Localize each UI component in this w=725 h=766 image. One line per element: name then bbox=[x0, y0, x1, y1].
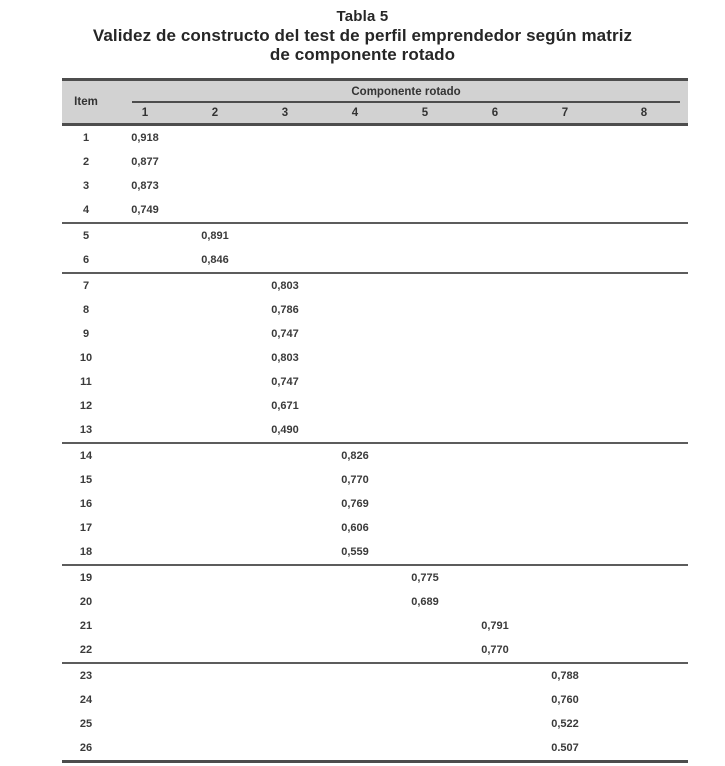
empty-cell bbox=[530, 223, 600, 248]
empty-cell bbox=[600, 663, 688, 688]
empty-cell bbox=[110, 614, 180, 638]
empty-cell bbox=[110, 712, 180, 736]
loading-value: 0,559 bbox=[320, 540, 390, 565]
component-column-header-5: 5 bbox=[390, 103, 460, 125]
empty-cell bbox=[110, 248, 180, 273]
empty-cell bbox=[460, 418, 530, 443]
empty-cell bbox=[530, 418, 600, 443]
empty-cell bbox=[600, 443, 688, 468]
empty-cell bbox=[180, 663, 250, 688]
empty-cell bbox=[390, 712, 460, 736]
empty-cell bbox=[460, 198, 530, 223]
item-number: 13 bbox=[62, 418, 110, 443]
loading-value: 0,770 bbox=[341, 474, 369, 486]
loading-value: 0,689 bbox=[411, 596, 439, 608]
empty-cell bbox=[250, 663, 320, 688]
empty-cell bbox=[600, 125, 688, 151]
component-number-row bbox=[62, 103, 688, 125]
table-row bbox=[62, 516, 688, 540]
empty-cell bbox=[390, 492, 460, 516]
empty-cell bbox=[390, 638, 460, 663]
table-row bbox=[62, 150, 688, 174]
item-number: 10 bbox=[79, 352, 93, 364]
empty-cell bbox=[110, 223, 180, 248]
item-number: 22 bbox=[62, 638, 110, 663]
empty-cell bbox=[390, 394, 460, 418]
item-number: 18 bbox=[62, 540, 110, 565]
table-row bbox=[62, 492, 688, 516]
empty-cell bbox=[110, 468, 180, 492]
empty-cell bbox=[600, 638, 688, 663]
loading-value: 0,877 bbox=[131, 156, 159, 168]
empty-cell bbox=[180, 614, 250, 638]
empty-cell bbox=[250, 565, 320, 590]
empty-cell bbox=[390, 150, 460, 174]
empty-cell bbox=[600, 614, 688, 638]
table-row bbox=[62, 346, 688, 370]
empty-cell bbox=[460, 370, 530, 394]
empty-cell bbox=[320, 736, 390, 762]
empty-cell bbox=[250, 150, 320, 174]
empty-cell bbox=[530, 565, 600, 590]
empty-cell bbox=[390, 540, 460, 565]
empty-cell bbox=[600, 468, 688, 492]
empty-cell bbox=[600, 198, 688, 223]
empty-cell bbox=[390, 248, 460, 273]
table-row bbox=[62, 565, 688, 590]
component-column-header-6: 6 bbox=[460, 103, 530, 125]
item-number: 2 bbox=[82, 156, 90, 168]
empty-cell bbox=[250, 540, 320, 565]
empty-cell bbox=[600, 736, 688, 762]
empty-cell bbox=[530, 468, 600, 492]
empty-cell bbox=[600, 540, 688, 565]
loading-value: 0,490 bbox=[250, 418, 320, 443]
component-column-header-7: 7 bbox=[530, 103, 600, 125]
empty-cell bbox=[530, 638, 600, 663]
empty-cell bbox=[530, 540, 600, 565]
empty-cell bbox=[180, 638, 250, 663]
item-number: 14 bbox=[79, 450, 93, 462]
table-row bbox=[62, 688, 688, 712]
empty-cell bbox=[320, 590, 390, 614]
empty-cell bbox=[250, 174, 320, 198]
item-number: 1 bbox=[82, 132, 90, 144]
empty-cell bbox=[180, 273, 250, 298]
empty-cell bbox=[250, 736, 320, 762]
empty-cell bbox=[320, 198, 390, 223]
empty-cell bbox=[250, 223, 320, 248]
empty-cell bbox=[110, 663, 180, 688]
empty-cell bbox=[320, 125, 390, 151]
empty-cell bbox=[460, 565, 530, 590]
empty-cell bbox=[600, 273, 688, 298]
empty-cell bbox=[530, 443, 600, 468]
empty-cell bbox=[110, 492, 180, 516]
item-number: 23 bbox=[79, 670, 93, 682]
empty-cell bbox=[320, 346, 390, 370]
empty-cell bbox=[250, 712, 320, 736]
empty-cell bbox=[530, 322, 600, 346]
empty-cell bbox=[180, 468, 250, 492]
empty-cell bbox=[390, 198, 460, 223]
empty-cell bbox=[180, 394, 250, 418]
empty-cell bbox=[460, 150, 530, 174]
empty-cell bbox=[180, 370, 250, 394]
loading-value: 0,747 bbox=[271, 328, 299, 340]
empty-cell bbox=[320, 394, 390, 418]
loading-value: 0,873 bbox=[131, 180, 159, 192]
empty-cell bbox=[460, 516, 530, 540]
empty-cell bbox=[180, 590, 250, 614]
loading-value: 0,918 bbox=[131, 132, 159, 144]
empty-cell bbox=[180, 712, 250, 736]
empty-cell bbox=[110, 688, 180, 712]
empty-cell bbox=[110, 322, 180, 346]
table-row bbox=[62, 468, 688, 492]
empty-cell bbox=[460, 468, 530, 492]
loading-value: 0,770 bbox=[460, 638, 530, 663]
item-number: 12 bbox=[79, 400, 93, 412]
empty-cell bbox=[460, 346, 530, 370]
table-row bbox=[62, 125, 688, 151]
item-number: 5 bbox=[82, 230, 90, 242]
empty-cell bbox=[460, 663, 530, 688]
empty-cell bbox=[390, 346, 460, 370]
empty-cell bbox=[320, 223, 390, 248]
empty-cell bbox=[110, 394, 180, 418]
empty-cell bbox=[530, 346, 600, 370]
table-body bbox=[62, 125, 688, 762]
empty-cell bbox=[530, 492, 600, 516]
component-column-header-8: 8 bbox=[600, 103, 688, 125]
empty-cell bbox=[250, 492, 320, 516]
empty-cell bbox=[320, 174, 390, 198]
empty-cell bbox=[110, 443, 180, 468]
table-title-line-2: de componente rotado bbox=[269, 45, 456, 64]
empty-cell bbox=[110, 565, 180, 590]
loading-value: 0,846 bbox=[180, 248, 250, 273]
table-row bbox=[62, 394, 688, 418]
empty-cell bbox=[530, 273, 600, 298]
loading-value: 0,769 bbox=[341, 498, 369, 510]
item-number: 19 bbox=[79, 572, 93, 584]
empty-cell bbox=[600, 223, 688, 248]
empty-cell bbox=[110, 298, 180, 322]
empty-cell bbox=[390, 273, 460, 298]
group-header-label: Componente rotado bbox=[132, 86, 680, 103]
empty-cell bbox=[320, 322, 390, 346]
empty-cell bbox=[390, 322, 460, 346]
table-row bbox=[62, 540, 688, 565]
table-number: Tabla 5 bbox=[336, 8, 389, 25]
empty-cell bbox=[530, 174, 600, 198]
empty-cell bbox=[600, 298, 688, 322]
empty-cell bbox=[530, 516, 600, 540]
empty-cell bbox=[180, 174, 250, 198]
loading-value: 0,803 bbox=[271, 352, 299, 364]
empty-cell bbox=[600, 394, 688, 418]
empty-cell bbox=[600, 565, 688, 590]
empty-cell bbox=[460, 322, 530, 346]
item-number: 4 bbox=[62, 198, 110, 223]
empty-cell bbox=[530, 125, 600, 151]
empty-cell bbox=[180, 150, 250, 174]
empty-cell bbox=[320, 712, 390, 736]
empty-cell bbox=[460, 273, 530, 298]
empty-cell bbox=[600, 418, 688, 443]
empty-cell bbox=[460, 590, 530, 614]
table-row bbox=[62, 223, 688, 248]
empty-cell bbox=[180, 492, 250, 516]
empty-cell bbox=[180, 198, 250, 223]
empty-cell bbox=[530, 150, 600, 174]
empty-cell bbox=[530, 590, 600, 614]
empty-cell bbox=[460, 443, 530, 468]
empty-cell bbox=[110, 273, 180, 298]
empty-cell bbox=[250, 590, 320, 614]
empty-cell bbox=[530, 198, 600, 223]
item-number: 9 bbox=[82, 328, 90, 340]
group-header-row bbox=[62, 80, 688, 104]
empty-cell bbox=[600, 370, 688, 394]
empty-cell bbox=[600, 712, 688, 736]
table-caption bbox=[0, 8, 725, 64]
empty-cell bbox=[320, 150, 390, 174]
table-row bbox=[62, 590, 688, 614]
component-column-header-1: 1 bbox=[110, 103, 180, 125]
empty-cell bbox=[390, 125, 460, 151]
empty-cell bbox=[320, 273, 390, 298]
loading-value: 0,786 bbox=[271, 304, 299, 316]
empty-cell bbox=[110, 370, 180, 394]
empty-cell bbox=[460, 298, 530, 322]
loading-value: 0,891 bbox=[201, 230, 229, 242]
empty-cell bbox=[390, 688, 460, 712]
loading-value: 0,803 bbox=[271, 280, 299, 292]
empty-cell bbox=[530, 248, 600, 273]
empty-cell bbox=[110, 418, 180, 443]
empty-cell bbox=[110, 590, 180, 614]
empty-cell bbox=[460, 712, 530, 736]
component-column-header-3: 3 bbox=[250, 103, 320, 125]
empty-cell bbox=[460, 248, 530, 273]
empty-cell bbox=[600, 322, 688, 346]
empty-cell bbox=[460, 540, 530, 565]
table-row bbox=[62, 370, 688, 394]
component-column-header-2: 2 bbox=[180, 103, 250, 125]
item-number: 15 bbox=[79, 474, 93, 486]
empty-cell bbox=[460, 125, 530, 151]
item-number: 26 bbox=[79, 742, 93, 754]
empty-cell bbox=[250, 516, 320, 540]
empty-cell bbox=[460, 492, 530, 516]
empty-cell bbox=[600, 590, 688, 614]
item-number: 17 bbox=[79, 522, 93, 534]
loading-value: 0,749 bbox=[110, 198, 180, 223]
table-row bbox=[62, 248, 688, 273]
empty-cell bbox=[110, 516, 180, 540]
empty-cell bbox=[180, 346, 250, 370]
loading-value: 0,606 bbox=[341, 522, 369, 534]
empty-cell bbox=[250, 468, 320, 492]
item-column-header: Item bbox=[62, 80, 110, 125]
loading-value: 0,760 bbox=[551, 694, 579, 706]
table-row bbox=[62, 614, 688, 638]
table-row bbox=[62, 638, 688, 663]
empty-cell bbox=[530, 614, 600, 638]
empty-cell bbox=[530, 298, 600, 322]
empty-cell bbox=[390, 298, 460, 322]
empty-cell bbox=[460, 394, 530, 418]
item-number: 6 bbox=[62, 248, 110, 273]
empty-cell bbox=[180, 418, 250, 443]
table-row bbox=[62, 736, 688, 762]
loading-value: 0,788 bbox=[551, 670, 579, 682]
loading-value: 0,791 bbox=[481, 620, 509, 632]
empty-cell bbox=[460, 174, 530, 198]
table-row bbox=[62, 712, 688, 736]
empty-cell bbox=[530, 370, 600, 394]
item-number: 25 bbox=[79, 718, 93, 730]
empty-cell bbox=[110, 540, 180, 565]
empty-cell bbox=[460, 736, 530, 762]
empty-cell bbox=[250, 443, 320, 468]
empty-cell bbox=[530, 394, 600, 418]
empty-cell bbox=[390, 468, 460, 492]
table-row bbox=[62, 198, 688, 223]
empty-cell bbox=[320, 248, 390, 273]
empty-cell bbox=[110, 736, 180, 762]
empty-cell bbox=[320, 370, 390, 394]
empty-cell bbox=[250, 248, 320, 273]
empty-cell bbox=[250, 614, 320, 638]
empty-cell bbox=[390, 663, 460, 688]
empty-cell bbox=[110, 346, 180, 370]
empty-cell bbox=[250, 688, 320, 712]
empty-cell bbox=[180, 565, 250, 590]
loading-value: 0,826 bbox=[341, 450, 369, 462]
empty-cell bbox=[390, 370, 460, 394]
table-row bbox=[62, 663, 688, 688]
loading-value: 0,671 bbox=[271, 400, 299, 412]
empty-cell bbox=[320, 638, 390, 663]
empty-cell bbox=[390, 443, 460, 468]
loading-value: 0.507 bbox=[551, 742, 579, 754]
item-number: 21 bbox=[79, 620, 93, 632]
item-number: 8 bbox=[82, 304, 90, 316]
empty-cell bbox=[460, 688, 530, 712]
empty-cell bbox=[320, 688, 390, 712]
item-number: 11 bbox=[80, 376, 92, 388]
empty-cell bbox=[250, 198, 320, 223]
table-row bbox=[62, 298, 688, 322]
empty-cell bbox=[180, 443, 250, 468]
empty-cell bbox=[600, 346, 688, 370]
empty-cell bbox=[180, 516, 250, 540]
empty-cell bbox=[110, 638, 180, 663]
empty-cell bbox=[390, 174, 460, 198]
empty-cell bbox=[180, 298, 250, 322]
item-number: 24 bbox=[79, 694, 93, 706]
table-row bbox=[62, 273, 688, 298]
empty-cell bbox=[390, 223, 460, 248]
table-row bbox=[62, 418, 688, 443]
empty-cell bbox=[390, 736, 460, 762]
empty-cell bbox=[600, 174, 688, 198]
empty-cell bbox=[320, 663, 390, 688]
table-row bbox=[62, 322, 688, 346]
empty-cell bbox=[390, 516, 460, 540]
item-number: 7 bbox=[82, 280, 90, 292]
loading-value: 0,522 bbox=[551, 718, 579, 730]
table-row bbox=[62, 443, 688, 468]
loading-value: 0,775 bbox=[411, 572, 439, 584]
empty-cell bbox=[600, 688, 688, 712]
empty-cell bbox=[180, 125, 250, 151]
table-header bbox=[62, 80, 688, 125]
empty-cell bbox=[390, 418, 460, 443]
table-title-line-1: Validez de constructo del test de perfil emprendedor según matriz bbox=[92, 26, 633, 45]
empty-cell bbox=[250, 638, 320, 663]
empty-cell bbox=[320, 614, 390, 638]
empty-cell bbox=[460, 223, 530, 248]
component-column-header-4: 4 bbox=[320, 103, 390, 125]
rotated-component-matrix-table bbox=[62, 78, 688, 763]
item-number: 3 bbox=[82, 180, 90, 192]
item-number: 16 bbox=[79, 498, 93, 510]
item-number: 20 bbox=[79, 596, 93, 608]
empty-cell bbox=[320, 418, 390, 443]
table-row bbox=[62, 174, 688, 198]
empty-cell bbox=[600, 492, 688, 516]
group-header-cell bbox=[110, 80, 688, 104]
empty-cell bbox=[180, 540, 250, 565]
empty-cell bbox=[320, 565, 390, 590]
empty-cell bbox=[600, 516, 688, 540]
empty-cell bbox=[600, 150, 688, 174]
empty-cell bbox=[180, 736, 250, 762]
empty-cell bbox=[180, 688, 250, 712]
empty-cell bbox=[320, 298, 390, 322]
loading-value: 0,747 bbox=[271, 376, 299, 388]
empty-cell bbox=[390, 614, 460, 638]
empty-cell bbox=[180, 322, 250, 346]
empty-cell bbox=[250, 125, 320, 151]
empty-cell bbox=[600, 248, 688, 273]
